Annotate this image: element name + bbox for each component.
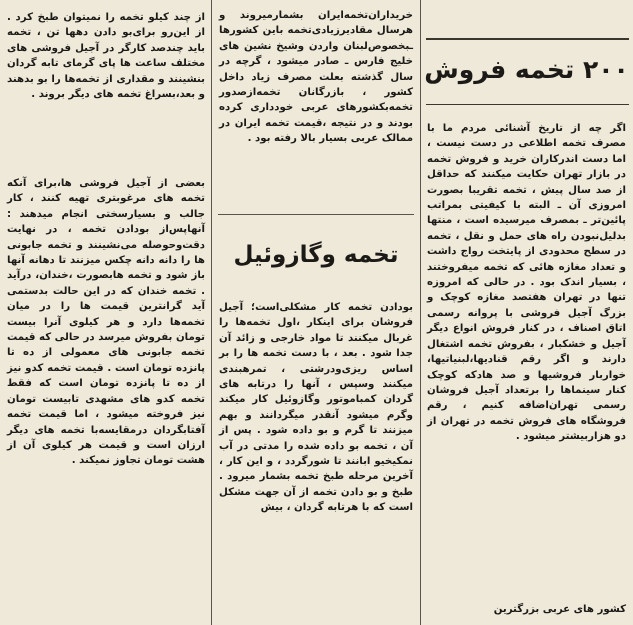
headline-rule-bottom bbox=[426, 104, 629, 105]
headline-seeds-gasoil: تخمه وگازوئیل bbox=[233, 242, 399, 268]
headline-rule-top bbox=[426, 38, 629, 40]
column-middle bbox=[212, 0, 420, 625]
column-right bbox=[420, 0, 633, 625]
article-left-top-body: از چند کیلو تخمه را نمیتوان طبخ کرد . از این‌رو برای‌بو دادن دهها تن ، تخمه باید چندصد کارگر در آجیل فروشی های مختلف ساعت ها پای گرمای تابه گردان بنشینند و مقداری از تخمه‌ها را بو بدهند و بعد،بسراغ تخمه های دیگر بروند . bbox=[7, 12, 205, 101]
headline-seed-sales: ۲۰۰ تخمه فروش bbox=[424, 55, 629, 84]
article-seed-sales-body: اگر چه از تاریخ آشنائی مردم ما با مصرف تخمه اطلاعی در دست نیست ، اما دست اندرکاران خرید و فروش تخمه در بازار تهران حکایت میکنند که حداقل از صد سال پیش ، تخمه تقریبا بصورت امروزی آن ـ البته با کیفیتی بمراتب پائین‌تر ـ بمصرف میرسیده است ، منتها بدلیل‌نبودن راه های حمل و نقل ، تخمه در سطح محدودی از پایتخت رواج داشت و تعداد مغازه هائی که تخمه میفروختند ، بسیار اندک بود . در حالی که امروزه تنها در تهران هفتصد مغازه کوچک و بزرگ آجیل فروشی با پروانه رسمی اتاق اصناف ، در کنار فروش انواع دیگر آجیل و خشکبار ، بفروش تخمه اشتغال دارند و اگر رقم قنادیها،لبنیاتیها، خواربار فروشیها و صد هادکه کوچک کنار سینماها را برتعداد آجیل فروشان رسمی تهران‌اضافه کنیم ، رقم فروشگاه های فروش تخمه در تهران از دو هزاربیشتر میشود . bbox=[427, 123, 626, 443]
column-divider-right bbox=[420, 0, 421, 625]
article-seed-sales-continuation: کشور های عربی بزرگترین bbox=[493, 604, 626, 615]
column-left bbox=[0, 0, 212, 625]
section-divider-middle bbox=[218, 214, 414, 215]
article-middle-top-body: خریداران‌تخمه‌ایران بشمارمیروند و هرسال مقادیرزیادی‌تخمه باین کشورها ـبخصوص‌لبنان واردن وشیخ نشین های خلیج فارس ـ صادر میشود ، گرچه در سال گذشته بعلت مصرف زیاد داخل کشور ، بازرگانان تخمه‌ازصدور تخمه‌بکشورهای عربی خودداری کرده بودند و در نتیجه ،قیمت تخمه ایران در ممالک عربی بسیار بالا رفته بود . bbox=[219, 10, 413, 145]
article-left-bottom-body: بعضی از آجیل فروشی ها،برای آنکه تخمه های مرغوبتری تهیه کنند ، کار جالب و بسیارسختی انجام میدهند : آنهاپس‌از بوداد‌ن تخمه ، در نهایت دقت‌وحوصله می‌نشینند و تخمه جابونی ها را دانه دانه چکس میزنند تا دهانه آنها باز شود و تخمه هابصورت ،خندان، درآید . تخمه خندان که در این حالت بدستمی آید گرانترین قیمت ها را در میان تخمه‌ها دارد و هر کیلوی آنرا بیست تومان بفروش میرسد در حالی که قیمت تخمه جابونی های معمولی از ده تا پانزده تومان است . قیمت تخمه کدو نیز از ده تا پانزده تومان است که فقط تخمه کدو های مشهدی تابیست تومان نیز فروخته میشود ، اما قیمت تخمه آفتابگردان درمقایسه‌با تخمه های دیگر ارزان است و قیمت هر کیلوی آن از هشت تومان تجاوز نمیکند . bbox=[7, 178, 205, 467]
article-seeds-gasoil-body: بوداد‌ن تخمه کار مشکلی‌است؛ آجیل فروشان برای اینکار ،اول تخمه‌ها را غربال میکنند تا مواد خارجی و زائد آن جدا شود . بعد ، با دست تخمه ها را بر اساس ریزی‌ودرشتی ، تمرهبندی میکنند وسپس ، آنها را درتابه های گردان کمباموتور وگازوئیل کار میکند وگرم میشود آنقدر میگردانند و بهم میزنند تا گرم و بو داده شود . پس از آن ، تخمه بو داده شده را مدتی در آب نمکیخیو ابانند تا شورگردد ، و این کار ، آخرین مرحله طبخ تخمه بشمار میرود . طبخ و بو دادن تخمه از آن جهت مشکل است که با هرتابه گردان ، بیش bbox=[219, 302, 413, 514]
